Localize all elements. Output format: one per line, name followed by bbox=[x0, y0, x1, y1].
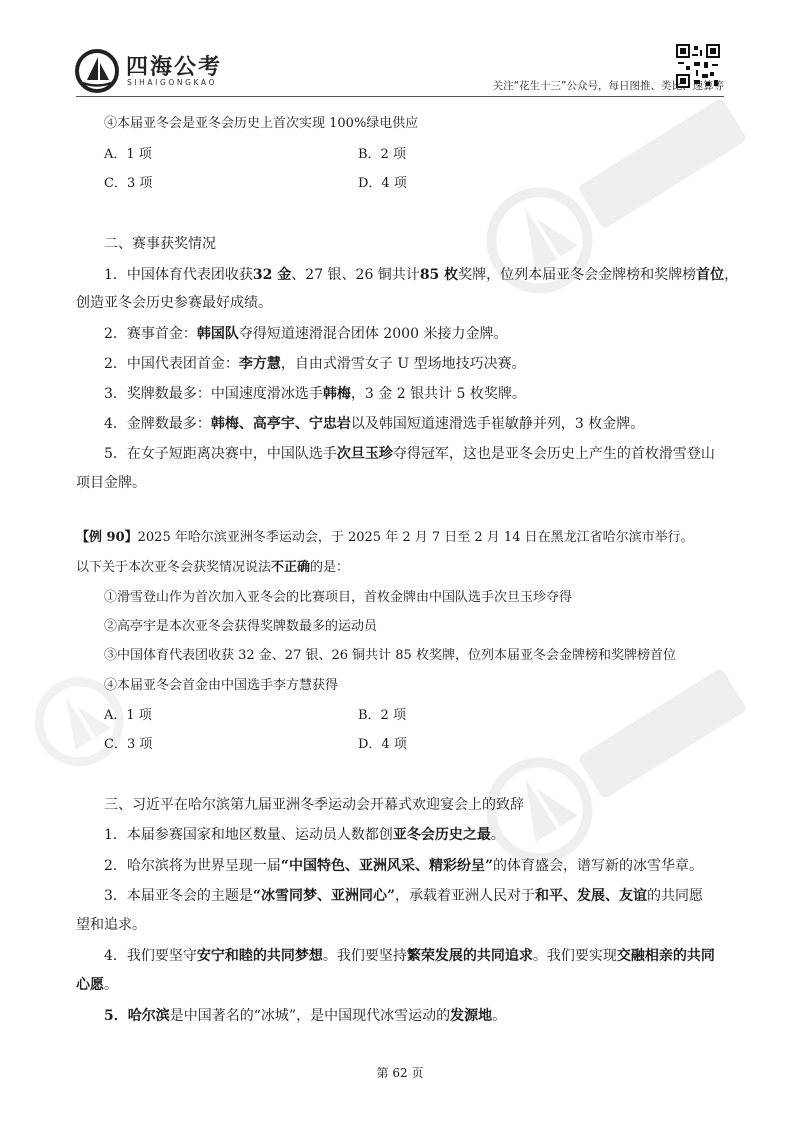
example-90-option-d: D．4 项 bbox=[358, 737, 407, 752]
prev-option-d: D．4 项 bbox=[358, 176, 407, 191]
example-90-item-3: ③中国体育代表团收获 32 金、27 银、26 铜共计 85 枚奖牌，位列本届亚冬会金牌榜和奖牌榜首位 bbox=[104, 648, 676, 663]
logo-english-text: SIHAIGONGKAO bbox=[127, 78, 217, 87]
section-3-paragraph-4: 4．我们要坚守安宁和睦的共同梦想。我们要坚持繁荣发展的共同追求。我们要实现交融相亲的共同 bbox=[104, 948, 715, 964]
example-90-option-c: C．3 项 bbox=[104, 737, 153, 752]
section-3-paragraph-3: 3．本届亚冬会的主题是“冰雪同梦、亚洲同心”，承载着亚洲人民对于和平、发展、友谊的共同愿 bbox=[104, 888, 704, 904]
example-90-option-b: B．2 项 bbox=[358, 708, 406, 723]
section-2-paragraph-1: 1．中国体育代表团收获32 金、27 银、26 铜共计85 枚奖牌，位列本届亚冬会金牌榜和奖牌榜首位， bbox=[104, 267, 739, 283]
prev-option-a: A．1 项 bbox=[104, 147, 152, 162]
section-3-paragraph-5: 5．哈尔滨是中国著名的“冰城”，是中国现代冰雪运动的发源地。 bbox=[104, 1008, 507, 1024]
example-90-item-1: ①滑雪登山作为首次加入亚冬会的比赛项目，首枚金牌由中国队选手次旦玉珍夺得 bbox=[104, 590, 573, 605]
page-header bbox=[0, 0, 800, 100]
watermark-2 bbox=[461, 630, 779, 891]
section-2-paragraph-2: 2．赛事首金：韩国队夺得短道速滑混合团体 2000 米接力金牌。 bbox=[104, 326, 508, 342]
section-2-paragraph-1-cont: 创造亚冬会历史参赛最好成绩。 bbox=[76, 295, 272, 311]
section-3-paragraph-1: 1．本届参赛国家和地区数量、运动员人数都创亚冬会历史之最。 bbox=[104, 827, 505, 843]
section-3-paragraph-3-cont: 望和追求。 bbox=[76, 917, 146, 933]
prev-option-b: B．2 项 bbox=[358, 147, 406, 162]
section-3-paragraph-4-cont: 心愿。 bbox=[76, 977, 118, 993]
example-90-item-4: ④本届亚冬会首金由中国选手李方慧获得 bbox=[104, 678, 339, 693]
prev-option-c: C．3 项 bbox=[104, 176, 153, 191]
section-2-paragraph-6-cont: 项目金牌。 bbox=[76, 475, 146, 491]
example-90-tag: 【例 90】 bbox=[76, 530, 138, 545]
section-2-paragraph-4: 3．奖牌数最多：中国速度滑冰选手韩梅，3 金 2 银共计 5 枚奖牌。 bbox=[104, 386, 526, 402]
prev-question-item-4: ④本届亚冬会是亚冬会历史上首次实现 100%绿电供应 bbox=[104, 116, 419, 131]
example-90-stem: 【例 90】2025 年哈尔滨亚洲冬季运动会，于 2025 年 2 月 7 日至 2 月 14 日在黑龙江省哈尔滨市举行。 bbox=[76, 530, 694, 545]
header-divider bbox=[76, 96, 724, 97]
example-90-option-a: A．1 项 bbox=[104, 708, 152, 723]
section-2-paragraph-6: 5．在女子短距离决赛中，中国队选手次旦玉珍夺得冠军，这也是亚冬会历史上产生的首枚滑雪登山 bbox=[104, 446, 715, 462]
header-slogan: 关注“花生十三”公众号，每日图推、类比、速算等 bbox=[492, 80, 724, 92]
logo-chinese-text: 四海公考 bbox=[126, 55, 223, 80]
section-3-title: 三、习近平在哈尔滨第九届亚洲冬季运动会开幕式欢迎宴会上的致辞 bbox=[104, 797, 524, 813]
example-90-stem-cont: 以下关于本次亚冬会获奖情况说法不正确的是： bbox=[76, 560, 350, 575]
example-90-item-2: ②高亭宇是本次亚冬会获得奖牌数最多的运动员 bbox=[104, 619, 378, 634]
section-2-paragraph-3: 2．中国代表团首金：李方慧，自由式滑雪女子 U 型场地技巧决赛。 bbox=[104, 356, 526, 372]
section-2-title: 二、赛事获奖情况 bbox=[104, 236, 216, 252]
section-2-paragraph-5: 4．金牌数最多：韩梅、高亭宇、宁忠岩以及韩国短道速滑选手崔敏静并列，3 枚金牌。 bbox=[104, 416, 645, 432]
brand-logo bbox=[74, 48, 284, 94]
sailboat-logo-icon bbox=[74, 48, 120, 94]
page-number: 第 62 页 bbox=[376, 1066, 424, 1080]
section-3-paragraph-2: 2．哈尔滨将为世界呈现一届“中国特色、亚洲风采、精彩纷呈”的体育盛会，谱写新的冰雪华章。 bbox=[104, 858, 704, 874]
